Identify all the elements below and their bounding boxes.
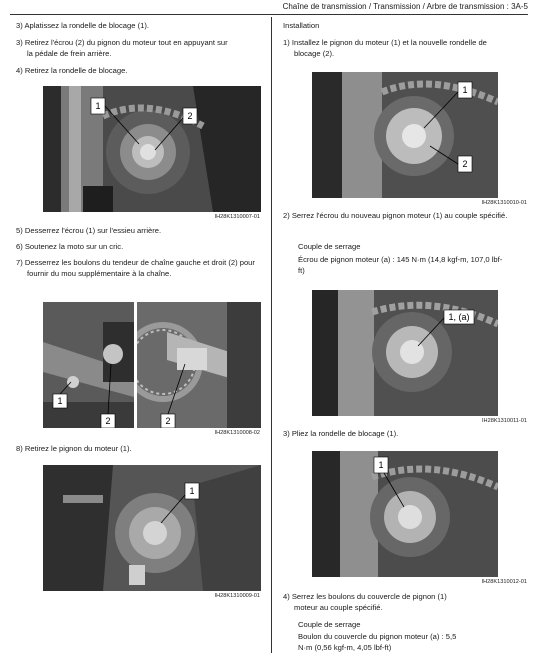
fig3-callout-1: 1	[189, 486, 195, 496]
fig5-callout-1a: 1, (a)	[448, 312, 470, 322]
figure-sprocket-nut-torque	[312, 290, 498, 416]
fig4-callout-1: 1	[462, 85, 468, 95]
fig2-callout-2b: 2	[165, 416, 171, 426]
figure-sprocket-nut-removal	[43, 86, 261, 212]
fig4-caption: IH28K1310010-01	[481, 200, 527, 206]
figure-rear-axle-right	[137, 302, 261, 428]
torque-spec-1-value: Écrou de pignon moteur (a) : 145 N·m (14,8 kgf-m, 107,0 lbf- ft)	[298, 255, 503, 275]
left-step-3b: 3) Retirez l'écrou (2) du pignon du moteur tout en appuyant sur la pédale de frein arrière.	[16, 38, 228, 58]
fig1-callout-2: 2	[187, 111, 193, 121]
right-step-2: 2) Serrez l'écrou du nouveau pignon moteur (1) au couple spécifié.	[283, 211, 508, 220]
fig1-caption: IH28K1310007-01	[214, 214, 260, 220]
fig1-callout-1: 1	[95, 101, 101, 111]
left-step-3: 3) Aplatissez la rondelle de blocage (1).	[16, 21, 149, 30]
fig2-callout-2a: 2	[105, 416, 111, 426]
column-divider	[271, 17, 272, 653]
figure-lock-washer-bend	[312, 451, 498, 577]
left-step-5: 5) Desserrez l'écrou (1) sur l'essieu arrière.	[16, 226, 162, 235]
figure-rear-axle-left	[43, 302, 134, 428]
figure-engine-sprocket-removal	[43, 465, 261, 591]
left-step-7: 7) Desserrez les boulons du tendeur de chaîne gauche et droit (2) pour fournir du mou supplémentaire à la chaîne.	[16, 258, 255, 278]
left-step-6: 6) Soutenez la moto sur un cric.	[16, 242, 124, 251]
left-step-8: 8) Retirez le pignon du moteur (1).	[16, 444, 132, 453]
torque-spec-2: Couple de serrage	[298, 620, 361, 629]
right-step-1: 1) Installez le pignon du moteur (1) et la nouvelle rondelle de blocage (2).	[283, 38, 487, 58]
right-step-4: 4) Serrez les boulons du couvercle de pignon (1) moteur au couple spécifié.	[283, 592, 447, 612]
left-step-4: 4) Retirez la rondelle de blocage.	[16, 66, 128, 75]
page-header: Chaîne de transmission / Transmission / Arbre de transmission : 3A-5	[282, 2, 528, 11]
right-step-3: 3) Pliez la rondelle de blocage (1).	[283, 429, 399, 438]
fig6-callout-1: 1	[378, 460, 384, 470]
fig4-callout-2: 2	[462, 159, 468, 169]
fig6-caption: IH28K1310012-01	[481, 579, 527, 585]
figure-sprocket-install	[312, 72, 498, 198]
fig2-caption: IH28K1310008-02	[214, 430, 260, 436]
fig3-caption: IH28K1310009-01	[214, 593, 260, 599]
torque-spec-1: Couple de serrage	[298, 242, 361, 251]
fig2-callout-1: 1	[57, 396, 63, 406]
fig5-caption: IH28K1310011-01	[482, 418, 527, 424]
section-installation: Installation	[283, 21, 320, 30]
torque-spec-2-value: Boulon du couvercle du pignon moteur (a) : 5,5 N·m (0,56 kgf-m, 4,05 lbf-ft)	[298, 632, 457, 652]
header-rule	[10, 14, 528, 15]
